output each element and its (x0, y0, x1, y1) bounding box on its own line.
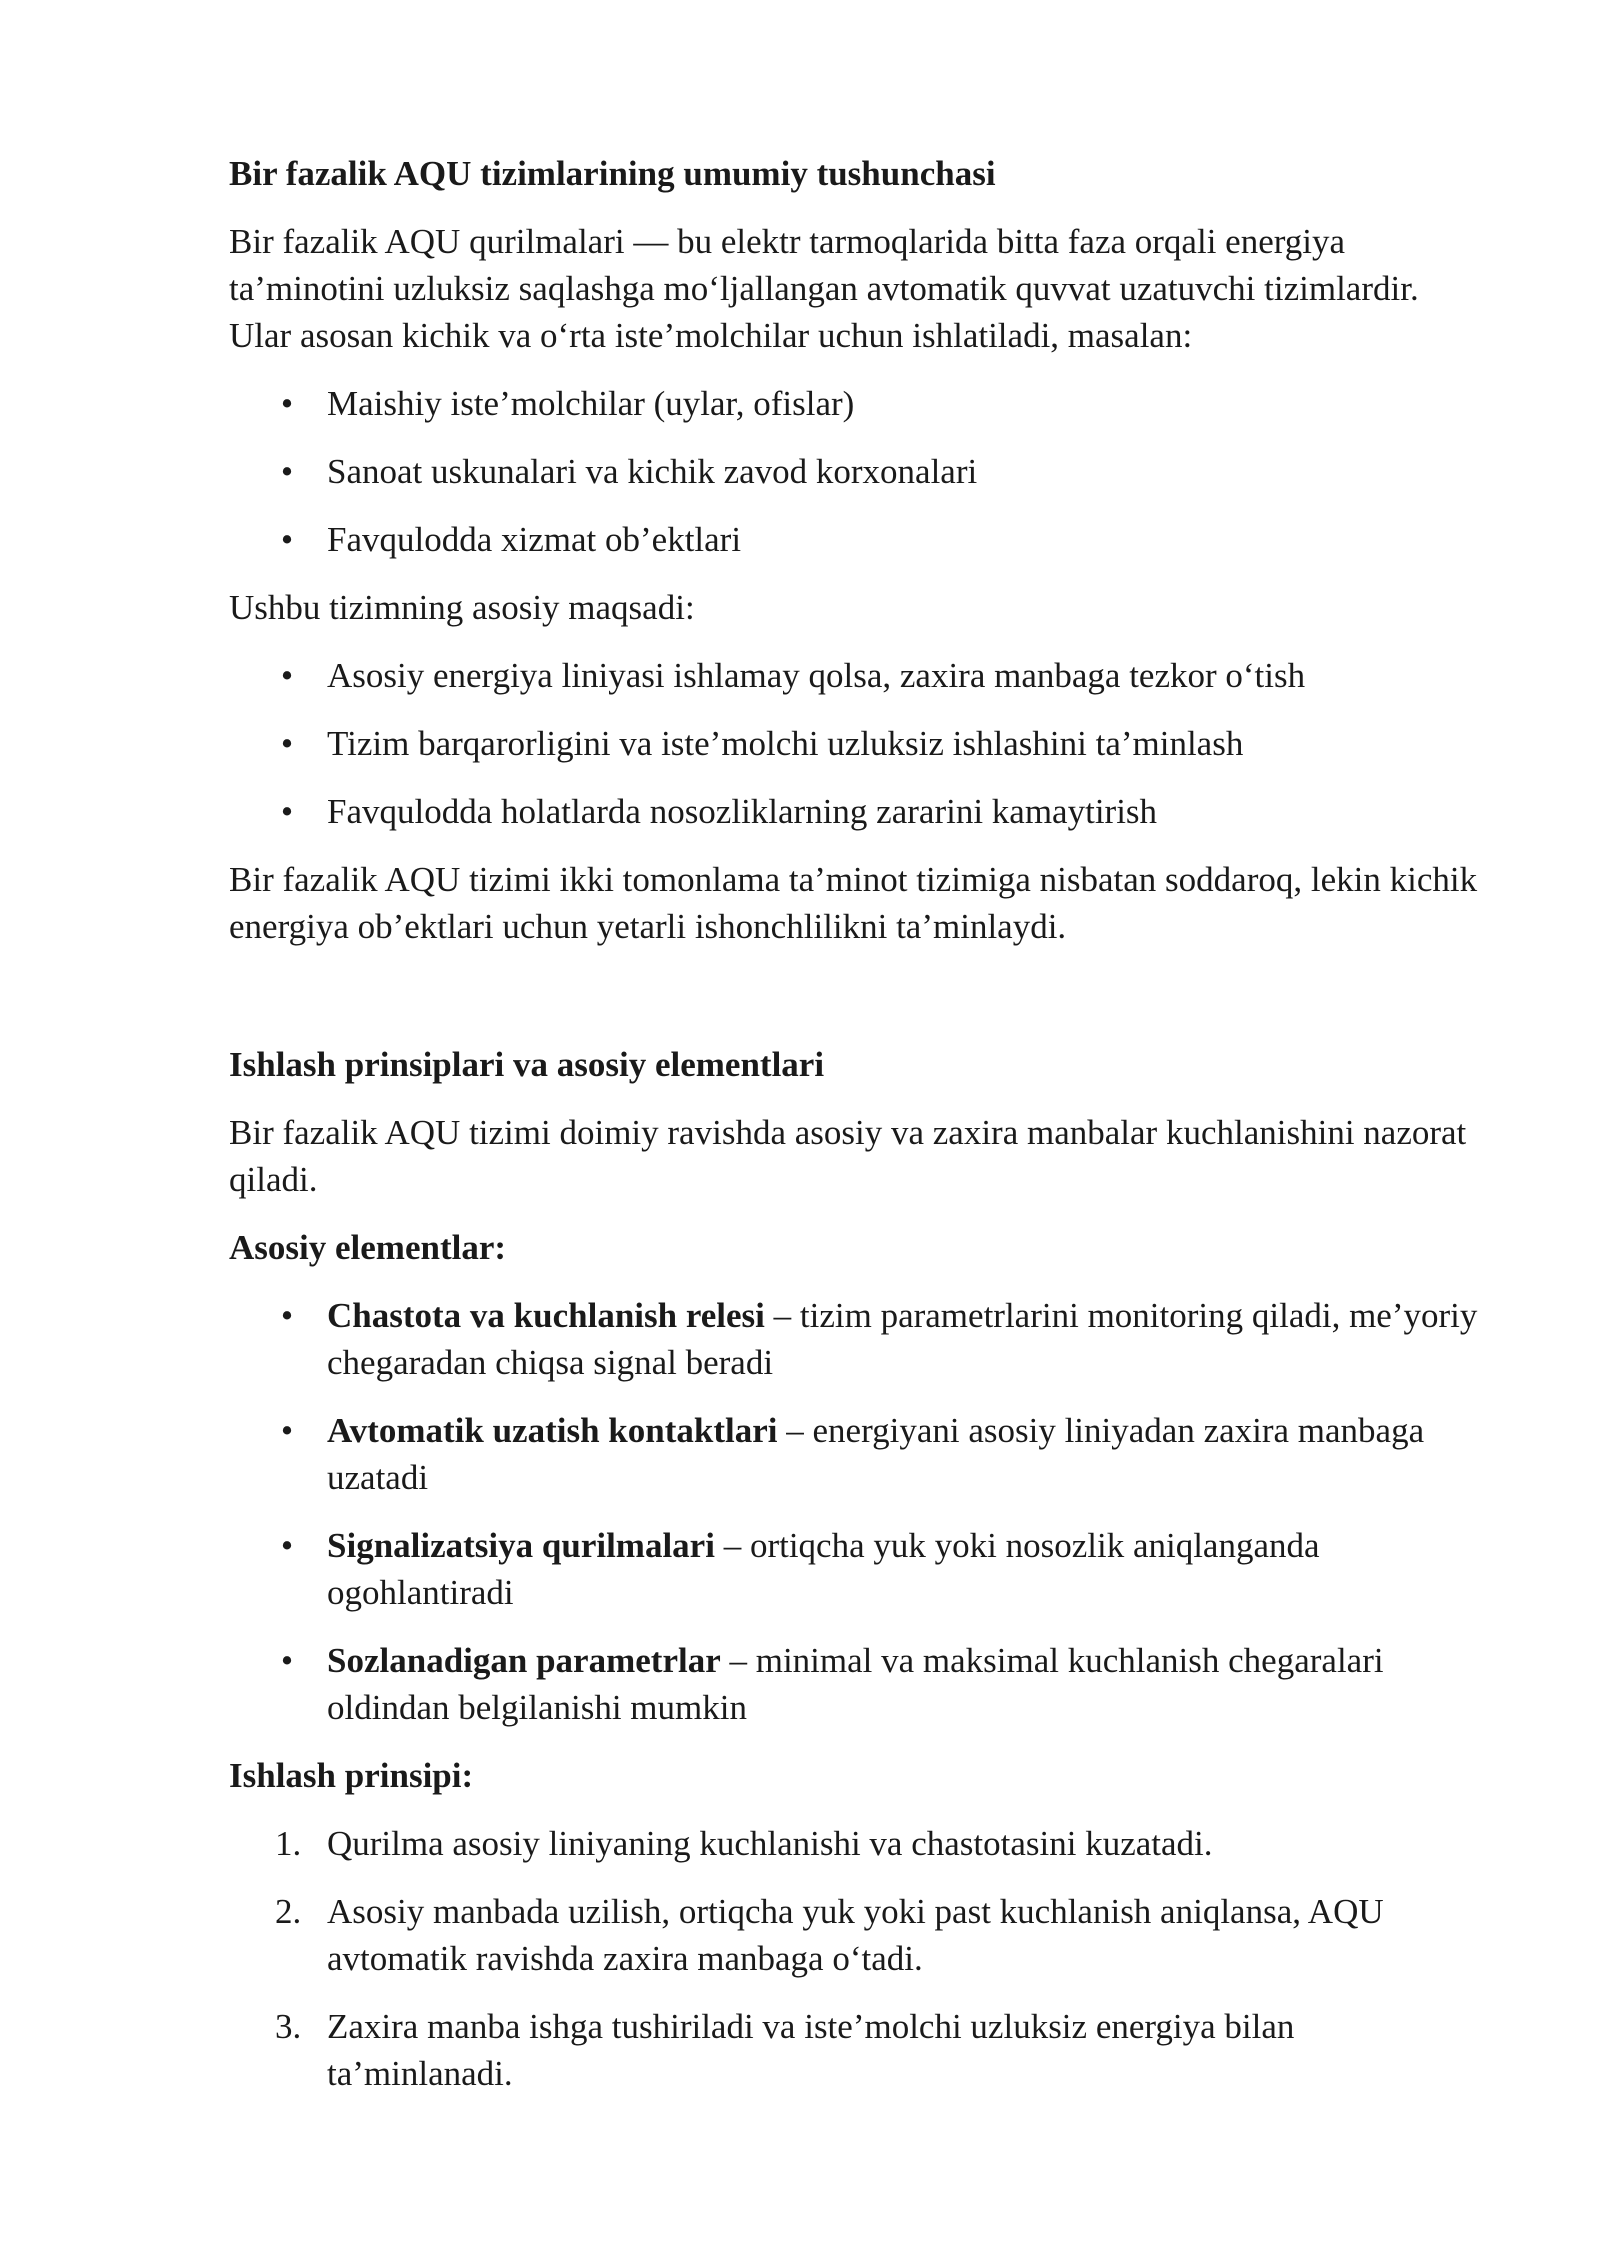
bullet-icon: • (280, 656, 294, 695)
list-item-text: Maishiy iste’molchilar (uylar, ofislar) (327, 384, 855, 423)
section-2-intro: Bir fazalik AQU tizimi doimiy ravishda asosiy va zaxira manbalar kuchlanishini nazorat qiladi. (229, 1113, 1467, 1199)
step-number: 2. (275, 1892, 302, 1931)
list-item (229, 516, 1479, 563)
section-2-title: Ishlash prinsiplari va asosiy elementlari (229, 1045, 825, 1084)
step-number: 3. (275, 2007, 302, 2046)
element-description: – tizim parametrlarini monitoring qiladi, me’yoriy chegaradan chiqsa signal beradi (327, 1296, 1478, 1382)
element-term: Avtomatik uzatish kontaktlari (327, 1411, 778, 1450)
list-item (229, 448, 1479, 495)
list-item-text: Tizim barqarorligini va iste’molchi uzluksiz ishlashini ta’minlash (327, 724, 1244, 763)
elements-list (229, 1292, 1479, 1731)
step-text: Zaxira manba ishga tushiriladi va iste’molchi uzluksiz energiya bilan ta’minlanadi. (327, 2007, 1295, 2093)
element-description: – ortiqcha yuk yoki nosozlik aniqlanganda ogohlantiradi (327, 1526, 1320, 1612)
list-item-text: Favqulodda xizmat ob’ektlari (327, 520, 742, 559)
element-term: Sozlanadigan parametrlar (327, 1641, 721, 1680)
list-item (229, 1637, 1479, 1731)
bullet-icon: • (280, 1296, 294, 1335)
list-item (229, 1888, 1479, 1982)
list-item (229, 652, 1479, 699)
list-item (229, 2003, 1479, 2097)
list-item (229, 1522, 1479, 1616)
document-page (229, 150, 1479, 2097)
section-1-conclusion: Bir fazalik AQU tizimi ikki tomonlama ta’minot tizimiga nisbatan soddaroq, lekin kichik energiya ob’ektlari uchun yetarli ishonchlilikni ta’minlaydi. (229, 860, 1478, 946)
elements-label: Asosiy elementlar: (229, 1228, 507, 1267)
list-item (229, 1292, 1479, 1386)
step-number: 1. (275, 1824, 302, 1863)
bullet-icon: • (280, 384, 294, 423)
bullet-icon: • (280, 724, 294, 763)
bullet-icon: • (280, 792, 294, 831)
bullet-icon: • (280, 1641, 294, 1680)
steps-list (229, 1820, 1479, 2097)
principle-label: Ishlash prinsipi: (229, 1756, 474, 1795)
list-item-text: Sanoat uskunalari va kichik zavod korxonalari (327, 452, 978, 491)
list-item (229, 720, 1479, 767)
bullet-icon: • (280, 1526, 294, 1565)
element-term: Chastota va kuchlanish relesi (327, 1296, 765, 1335)
list-item (229, 788, 1479, 835)
list-item-text: Asosiy energiya liniyasi ishlamay qolsa, zaxira manbaga tezkor o‘tish (327, 656, 1306, 695)
purposes-list (229, 652, 1479, 835)
element-term: Signalizatsiya qurilmalari (327, 1526, 715, 1565)
bullet-icon: • (280, 1411, 294, 1450)
list-item-text: Favqulodda holatlarda nosozliklarning zararini kamaytirish (327, 792, 1158, 831)
element-description: – minimal va maksimal kuchlanish chegaralari oldindan belgilanishi mumkin (327, 1641, 1384, 1727)
element-description: – energiyani asosiy liniyadan zaxira manbaga uzatadi (327, 1411, 1425, 1497)
bullet-icon: • (280, 452, 294, 491)
bullet-icon: • (280, 520, 294, 559)
consumers-list (229, 380, 1479, 563)
list-item (229, 1407, 1479, 1501)
step-text: Asosiy manbada uzilish, ortiqcha yuk yoki past kuchlanish aniqlansa, AQU avtomatik ravishda zaxira manbaga o‘tadi. (327, 1892, 1384, 1978)
purpose-label: Ushbu tizimning asosiy maqsadi: (229, 588, 695, 627)
section-1-intro: Bir fazalik AQU qurilmalari — bu elektr tarmoqlarida bitta faza orqali energiya ta’minotini uzluksiz saqlashga mo‘ljallangan avtomatik quvvat uzatuvchi tizimlardir. Ular asosan kichik va o‘rta iste’molchilar uchun ishlatiladi, masalan: (229, 222, 1419, 355)
list-item (229, 1820, 1479, 1867)
section-1-title: Bir fazalik AQU tizimlarining umumiy tushunchasi (229, 154, 996, 193)
list-item (229, 380, 1479, 427)
step-text: Qurilma asosiy liniyaning kuchlanishi va chastotasini kuzatadi. (327, 1824, 1213, 1863)
